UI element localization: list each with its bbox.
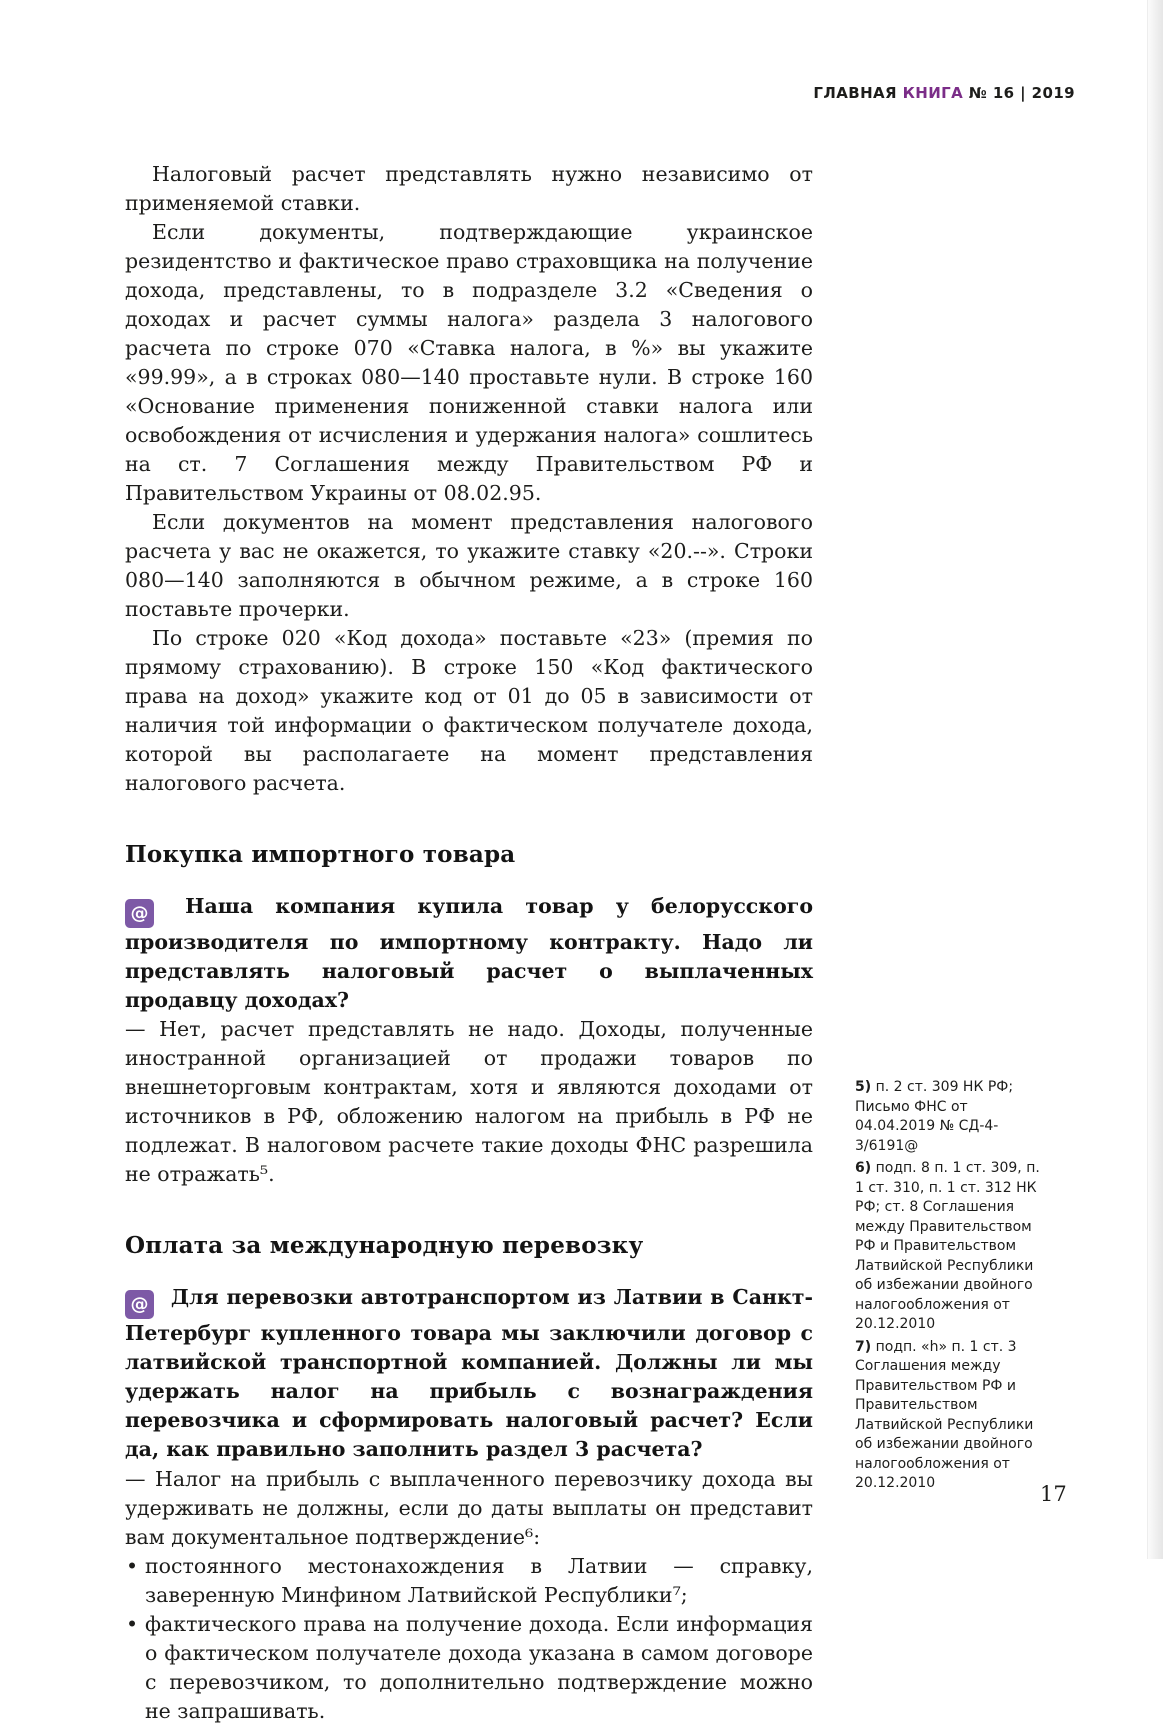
question-block [125, 1283, 813, 1464]
bullet-item: • постоянного местонахождения в Латвии — справку, заверенную Минфином Латвийской Республики⁷; [125, 1552, 813, 1610]
question-text: Для перевозки автотранспортом из Латвии в Санкт-Петербург купленного товара мы заключили договор с латвийской транспортной компанией. Должны ли мы удержать налог на прибыль с вознаграждения перевозчика и сформировать налоговый расчет? Если да, как правильно заполнить раздел 3 расчета? [125, 1285, 814, 1461]
footnote-6 [855, 1159, 1051, 1335]
brand-name-main: ГЛАВНАЯ [813, 84, 897, 102]
reader-question-at-icon: @ [125, 1290, 154, 1319]
page-header [125, 84, 1075, 102]
answer-paragraph: — Нет, расчет представлять не надо. Доходы, полученные иностранной организацией от продажи товаров по внешнеторговым контрактам, хотя и являются доходами от источников в РФ, обложению налогом на прибыль в РФ не подлежат. В налоговом расчете такие доходы ФНС разрешила не отражать⁵. [125, 1017, 813, 1186]
footnote-7 [855, 1338, 1051, 1494]
footnote-number: 5) [855, 1079, 872, 1095]
article-body [125, 160, 813, 1726]
footnote-text: подп. «h» п. 1 ст. 3 Соглашения между Правительством РФ и Правительством Латвийской Республики об избежании двойного налогообложения от 20.12.2010 [855, 1338, 1034, 1491]
answer-paragraph: — Налог на прибыль с выплаченного перевозчику дохода вы удерживать не должны, если до даты выплаты он представит вам документальное подтверждение⁶: [125, 1467, 813, 1549]
footnotes-sidebar [855, 1078, 1051, 1497]
section-heading-import-goods: Покупка импортного товара [125, 841, 516, 868]
footnote-5 [855, 1078, 1051, 1156]
footnote-text: п. 2 ст. 309 НК РФ; Письмо ФНС от 04.04.2019 № СД-4-3/6191@ [855, 1079, 1014, 1154]
footnote-number: 7) [855, 1338, 872, 1355]
intro-paragraph: Налоговый расчет представлять нужно независимо от применяемой ставки. [125, 162, 813, 215]
issue-number: № 16 | 2019 [968, 84, 1075, 102]
intro-paragraph: По строке 020 «Код дохода» поставьте «23» (премия по прямому страхованию). В строке 150 «Код фактического права на доход» укажите код от 01 до 05 в зависимости от наличия той информации о фактическом получателе дохода, которой вы располагаете на момент представления налогового расчета. [125, 626, 813, 795]
intro-paragraph: Если документы, подтверждающие украинское резидентство и фактическое право страховщика на получение дохода, представлены, то в подразделе 3.2 «Сведения о доходах и расчет суммы налога» раздела 3 налогового расчета по строке 070 «Ставка налога, в %» вы укажите «99.99», а в строках 080—140 проставьте нули. В строке 160 «Основание применения пониженной ставки налога или освобождения от исчисления и удержания налога» сошлитесь на ст. 7 Соглашения между Правительством РФ и Правительством Украины от 08.02.95. [125, 220, 813, 505]
section-heading-international-transport: Оплата за международную перевозку [125, 1232, 644, 1259]
bullet-item: • фактического права на получение дохода. Если информация о фактическом получателе дохода указана в самом договоре с перевозчиком, то дополнительно подтверждение можно не запрашивать. [125, 1610, 813, 1726]
footnote-text: подп. 8 п. 1 ст. 309, п. 1 ст. 310, п. 1 ст. 312 НК РФ; ст. 8 Соглашения между Правительством РФ и Правительством Латвийской Республики об избежании двойного налогообложения от 20.12.2010 [855, 1160, 1040, 1332]
intro-paragraph: Если документов на момент представления налогового расчета у вас не окажется, то укажите ставку «20.--». Строки 080—140 заполняются в обычном режиме, а в строке 160 поставьте прочерки. [125, 510, 813, 621]
question-block [125, 892, 813, 1015]
page-edge-shadow [1147, 0, 1163, 1559]
footnote-number: 6) [855, 1160, 872, 1176]
answer-bullet-list [125, 1552, 813, 1726]
brand-name-accent: КНИГА [902, 84, 964, 102]
reader-question-at-icon: @ [125, 899, 154, 928]
page-number: 17 [1040, 1482, 1067, 1506]
question-text: Наша компания купила товар у белорусского производителя по импортному контракту. Надо ли представлять налоговый расчет о выплаченных продавцу доходах? [125, 894, 813, 1012]
